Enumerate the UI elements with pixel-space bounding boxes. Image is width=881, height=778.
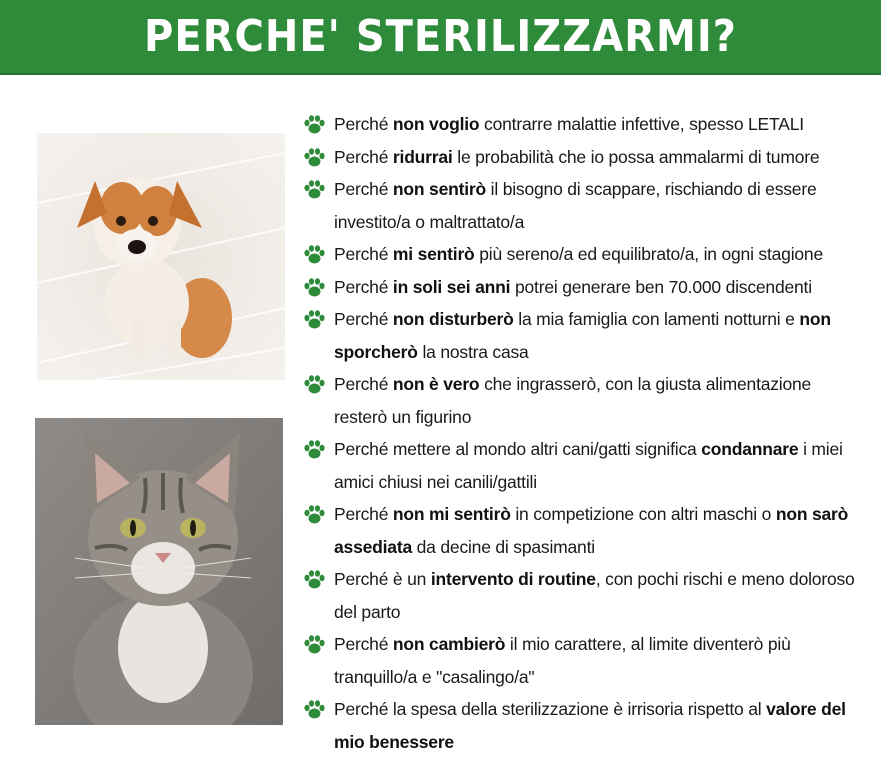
reason-bold-text: condannare — [701, 439, 799, 459]
reason-text: Perché è un — [334, 569, 431, 589]
reason-bold-text: in soli sei anni — [392, 276, 511, 297]
paw-icon — [302, 569, 326, 591]
reason-text: Perché — [334, 276, 393, 297]
reason-text: che ingrasserò, con la giusta alimentazione resterò un figurino — [334, 374, 812, 427]
list-item — [300, 693, 860, 758]
reasons-list — [300, 108, 860, 758]
reason-text: Perché — [334, 634, 393, 654]
page-title: PERCHE' STERILIZZARMI? — [144, 11, 737, 62]
paw-icon — [302, 699, 326, 721]
list-item — [300, 563, 860, 628]
paw-icon — [302, 634, 326, 656]
list-item — [300, 303, 860, 368]
list-item — [300, 108, 860, 141]
reason-text: Perché — [334, 179, 393, 199]
paw-icon — [302, 179, 326, 201]
reason-text: Perché — [334, 244, 393, 264]
paw-icon — [302, 244, 326, 266]
reason-text: il mio carattere, al limite diventerò più tranquillo/a e "casalingo/a" — [334, 634, 791, 687]
reason-text: le probabilità che io possa ammalarmi di tumore — [452, 146, 820, 167]
reason-bold-text: valore del mio benessere — [334, 699, 846, 752]
reason-bold-text: non sarò assediata — [334, 504, 849, 557]
reason-text: da decine di spasimanti — [411, 536, 595, 557]
reason-text: Perché la spesa della sterilizzazione è irrisoria rispetto al — [334, 699, 767, 719]
reason-bold-text: non sporcherò — [334, 309, 831, 362]
reason-bold-text: ridurrai — [392, 146, 453, 167]
reason-bold-text: intervento di routine — [430, 569, 596, 589]
list-item — [300, 433, 860, 498]
reason-text: Perché — [334, 146, 393, 167]
reason-text: la nostra casa — [417, 341, 529, 362]
cat-photo — [35, 418, 283, 725]
paw-icon — [302, 374, 326, 396]
list-item — [300, 173, 860, 238]
reason-text: contrarre malattie infettive, spesso LETALI — [479, 114, 804, 134]
reason-text: il bisogno di scappare, rischiando di essere investito/a o maltrattato/a — [334, 179, 817, 232]
paw-icon — [302, 504, 326, 526]
paw-icon — [302, 147, 326, 169]
reason-bold-text: non cambierò — [392, 634, 506, 654]
reason-bold-text: mi sentirò — [392, 244, 475, 264]
reason-bold-text: non è vero — [392, 374, 480, 394]
paw-icon — [302, 277, 326, 299]
list-item — [300, 271, 860, 304]
paw-icon — [302, 439, 326, 461]
reason-text: in competizione con altri maschi o — [510, 504, 776, 524]
list-item — [300, 498, 860, 563]
list-item — [300, 368, 860, 433]
paw-icon — [302, 114, 326, 136]
reason-text: Perché mettere al mondo altri cani/gatti significa — [334, 439, 702, 459]
reason-text: più sereno/a ed equilibrato/a, in ogni stagione — [474, 244, 823, 264]
reason-text: la mia famiglia con lamenti notturni e — [513, 309, 800, 329]
header-banner — [0, 0, 881, 75]
reason-bold-text: non sentirò — [392, 179, 486, 199]
reason-text: Perché — [334, 114, 393, 134]
reason-text: potrei generare ben 70.000 discendenti — [510, 276, 812, 297]
dog-photo — [37, 133, 285, 380]
reason-bold-text: non voglio — [392, 114, 480, 134]
list-item — [300, 141, 860, 174]
paw-icon — [302, 309, 326, 331]
reason-text: Perché — [334, 374, 393, 394]
reason-text: Perché — [334, 309, 393, 329]
list-item — [300, 628, 860, 693]
list-item — [300, 238, 860, 271]
reason-bold-text: non disturberò — [392, 309, 514, 329]
reason-text: Perché — [334, 504, 393, 524]
reason-bold-text: non mi sentirò — [392, 504, 511, 524]
reason-text: i miei amici chiusi nei canili/gattili — [334, 439, 843, 492]
reason-text: , con pochi rischi e meno doloroso del parto — [334, 569, 855, 622]
